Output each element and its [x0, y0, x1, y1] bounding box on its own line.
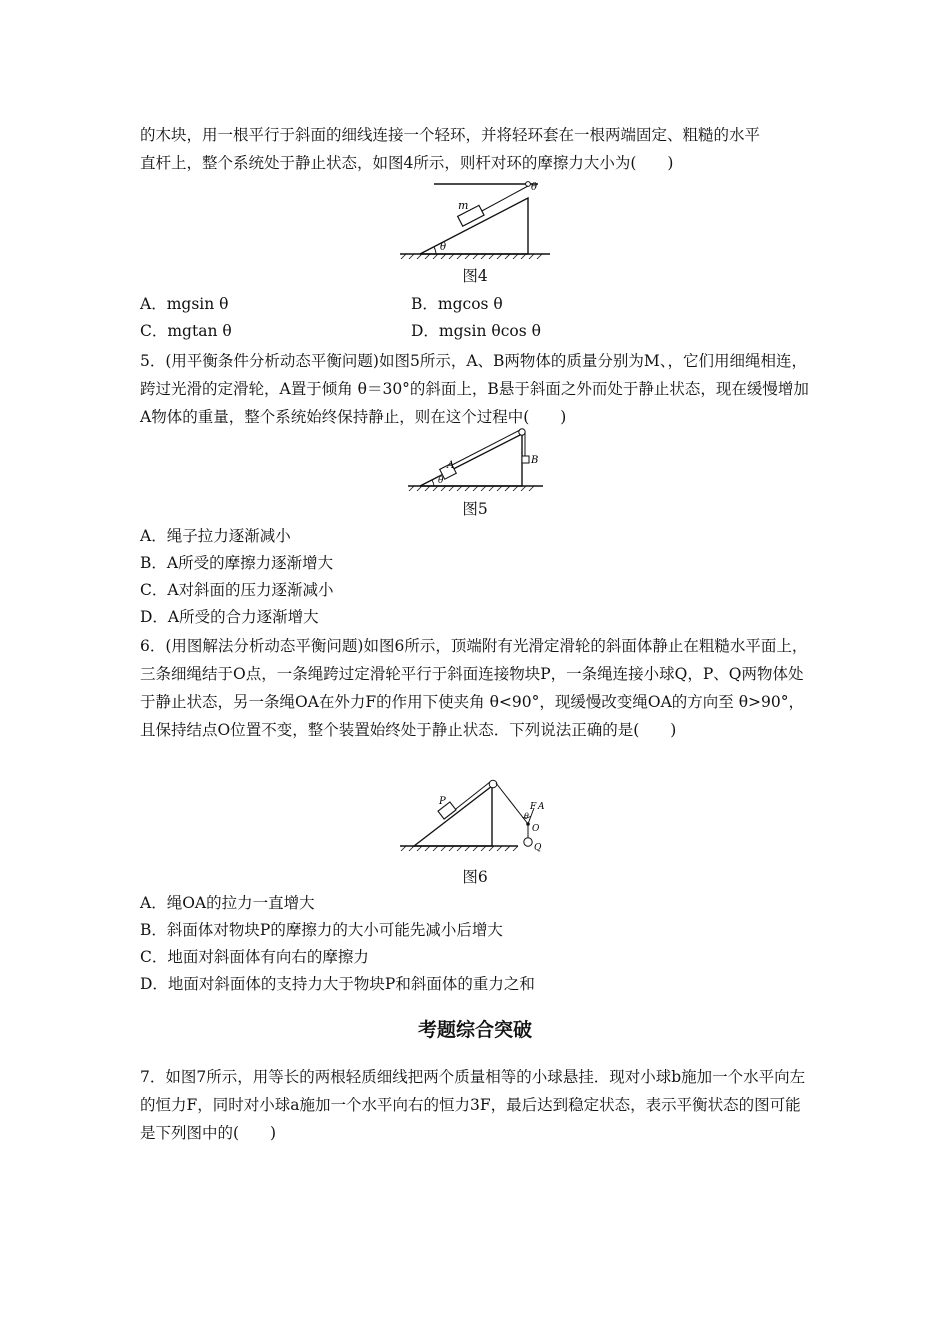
q7-text: 7．如图7所示，用等长的两根轻质细线把两个质量相等的小球悬挂．现对小球b施加一个水平向左的恒力F，同时对小球a施加一个水平向右的恒力3F，最后达到稳定状态，表示平衡状态的图可能是下列图中的( ) [140, 1068, 806, 1142]
q4-text-line2: 直杆上，整个系统处于静止状态，如图4所示，则杆对环的摩擦力大小为( ) [140, 154, 674, 172]
q6-option-a: A．绳OA的拉力一直增大 [140, 894, 315, 912]
fig4-angle-top-label: θ [531, 182, 538, 193]
q5-option-b: B．A所受的摩擦力逐渐增大 [140, 554, 334, 572]
q4-option-d: D．mgsin θcos θ [411, 322, 541, 340]
q4-option-b: B．mgcos θ [411, 295, 503, 313]
q6-option-b: B．斜面体对物块P的摩擦力的大小可能先减小后增大 [140, 921, 503, 939]
q6-text: 6．(用图解法分析动态平衡问题)如图6所示，顶端附有光滑定滑轮的斜面体静止在粗糙水平面上，三条细绳结于O点，一条绳跨过定滑轮平行于斜面连接物块P，一条绳连接小球Q，P、Q两物体处于静止状态，另一条绳OA在外力F的作用下使夹角 θ<90°，现缓慢改变绳OA的方向至 θ>90°，且保持结点O位置不变，整个装置始终处于静止状态．下列说法正确的是( ) [140, 637, 808, 739]
fig4-angle-bottom-label: θ [440, 242, 447, 253]
fig6-label-p: P [439, 796, 446, 807]
figure-6 [400, 778, 560, 858]
fig5-label-a: A [447, 460, 455, 471]
fig6-label-q: Q [534, 843, 542, 853]
fig6-label-a: A [538, 802, 545, 812]
q4-text-line1: 的木块，用一根平行于斜面的细线连接一个轻环，并将轻环套在一根两端固定、粗糙的水平 [140, 126, 761, 144]
fig6-angle-label: θ [524, 812, 529, 821]
q5-option-a: A．绳子拉力逐渐减小 [140, 527, 291, 545]
q6-option-d: D．地面对斜面体的支持力大于物块P和斜面体的重力之和 [140, 975, 535, 993]
fig5-caption: 图5 [462, 500, 488, 518]
figure-5 [408, 432, 543, 492]
fig5-angle-label: θ [438, 476, 444, 486]
fig4-caption: 图4 [462, 267, 488, 285]
q5-option-d: D．A所受的合力逐渐增大 [140, 608, 319, 626]
fig6-label-o: O [532, 824, 540, 834]
q5-text: 5．(用平衡条件分析动态平衡问题)如图5所示，A、B两物体的质量分别为M、，它们用细绳相连，跨过光滑的定滑轮，A置于倾角 θ＝30°的斜面上，B悬于斜面之外而处于静止状态，现在缓慢增加A物体的重量，整个系统始终保持静止，则在这个过程中( ) [140, 352, 809, 426]
q4-option-c: C．mgtan θ [140, 322, 232, 340]
section-title: 考题综合突破 [417, 1019, 532, 1041]
figure-4 [400, 178, 550, 258]
fig5-label-b: B [531, 455, 539, 466]
fig6-caption: 图6 [462, 868, 488, 886]
q5-option-c: C．A对斜面的压力逐渐减小 [140, 581, 334, 599]
fig6-label-f: F [530, 802, 537, 812]
q4-option-a: A．mgsin θ [140, 295, 229, 313]
fig4-mass-label: m [458, 199, 469, 212]
q6-option-c: C．地面对斜面体有向右的摩擦力 [140, 948, 369, 966]
